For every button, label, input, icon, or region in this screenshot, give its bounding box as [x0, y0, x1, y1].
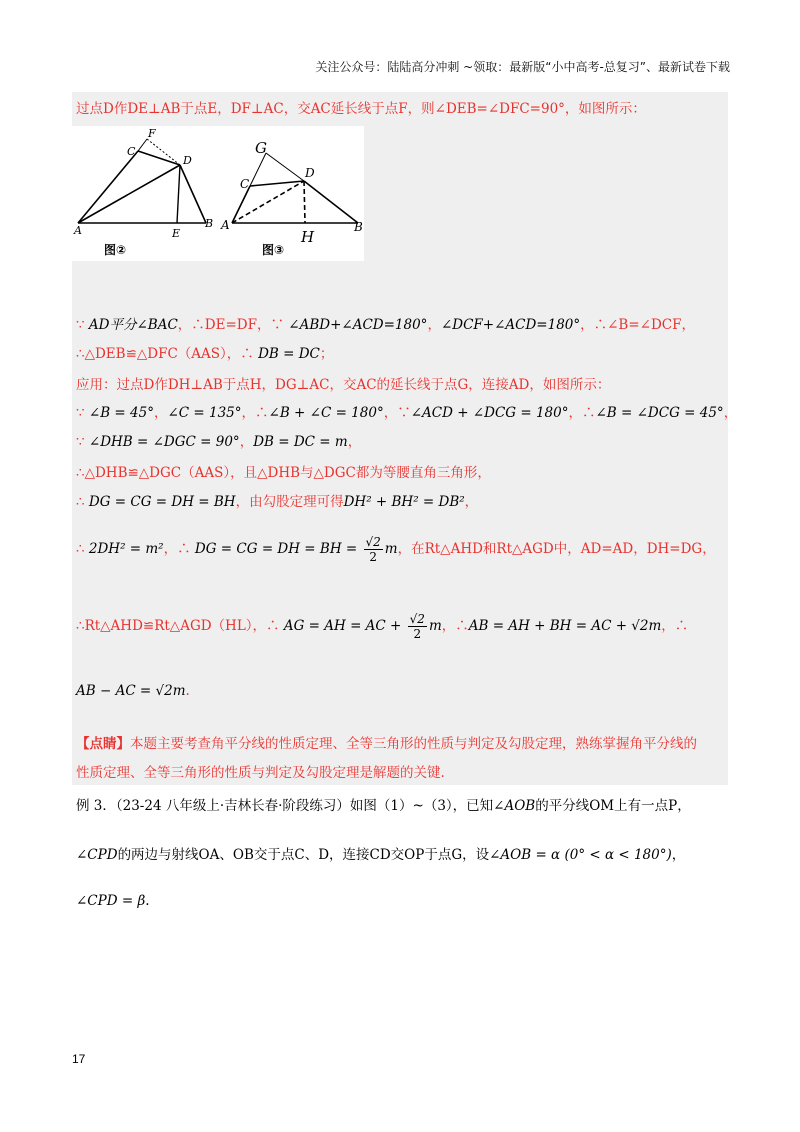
line-11: AB − AC = √2m. [76, 683, 190, 699]
line-3: ∴△DEB≌△DFC（AAS），∴ DB = DC； [76, 346, 334, 362]
fig3-label-D: D [305, 166, 315, 180]
fig3-caption: 图③ [262, 243, 285, 257]
figure-panel [72, 126, 364, 261]
fig3-label-B: B [354, 220, 363, 234]
geometry-figures [72, 126, 364, 261]
line-9: ∴ 2DH² = m²，∴ DG = CG = DH = BH = $\frac{√2}{2}$ m，在Rt△AHD和Rt△AGD中，AD=AD，DH=DG， [76, 535, 716, 564]
fig2-label-B: B [205, 217, 214, 230]
line-10: ∴Rt△AHD≌Rt△AGD（HL），∴ AG = AH = AC + $\frac{√2}{2}$ m，∴AB = AH + BH = AC + √2m，∴ [76, 612, 689, 641]
fig2-label-E: E [172, 227, 181, 240]
example-3-line-3: ∠CPD = β. [76, 893, 150, 909]
figure-3 [232, 153, 358, 223]
fig2-caption: 图② [104, 243, 127, 257]
line-4: 应用：过点D作DH⊥AB于点H，DG⊥AC，交AC的延长线于点G，连接AD，如图所示： [76, 377, 611, 393]
example-3-line-2: ∠CPD的两边与射线OA、OB交于点C、D，连接CD交OP于点G，设∠AOB = α (0° < α < 180°)， [76, 847, 686, 863]
page-number: 17 [72, 1052, 86, 1066]
fig2-label-A: A [74, 224, 82, 237]
fig3-label-A: A [221, 218, 230, 232]
line-1: 过点D作DE⊥AB于点E，DF⊥AC，交AC延长线于点F，则∠DEB=∠DFC=90°，如图所示： [76, 101, 646, 117]
fig3-label-H: H [301, 228, 315, 246]
line-7: ∴△DHB≌△DGC（AAS），且△DHB与△DGC都为等腰直角三角形， [76, 465, 491, 481]
line-6: ∵ ∠DHB = ∠DGC = 90°，DB = DC = m， [76, 434, 362, 450]
fig2-label-F: F [148, 127, 156, 140]
fig2-label-D: D [183, 154, 192, 167]
line-5: ∵ ∠B = 45°，∠C = 135°，∴∠B + ∠C = 180°，∵∠ACD + ∠DCG = 180°，∴∠B = ∠DCG = 45°， [76, 405, 738, 421]
line-13: 性质定理、全等三角形的性质与判定及勾股定理是解题的关键. [76, 765, 445, 781]
fig3-label-C: C [240, 177, 250, 191]
fig2-label-C: C [127, 145, 136, 158]
line-12: 【点睛】本题主要考查角平分线的性质定理、全等三角形的性质与判定及勾股定理，熟练掌握角平分线的 [76, 736, 697, 752]
example-3-line-1: 例 3．（23-24 八年级上·吉林长春·阶段练习）如图（1）~（3），已知∠AOB的平分线OM上有一点P， [76, 798, 691, 814]
line-8: ∴ DG = CG = DH = BH，由勾股定理可得DH² + BH² = DB²， [76, 494, 479, 510]
page-header: 关注公众号：陆陆高分冲刺 ~领取：最新版“小中高考-总复习”、最新试卷下载 [315, 60, 730, 74]
line-2: ∵ AD平分∠BAC，∴DE=DF，∵ ∠ABD+∠ACD=180°，∠DCF+∠ACD=180°，∴∠B=∠DCF， [76, 317, 696, 333]
figure-2 [78, 139, 206, 223]
fig3-label-G: G [255, 139, 267, 157]
